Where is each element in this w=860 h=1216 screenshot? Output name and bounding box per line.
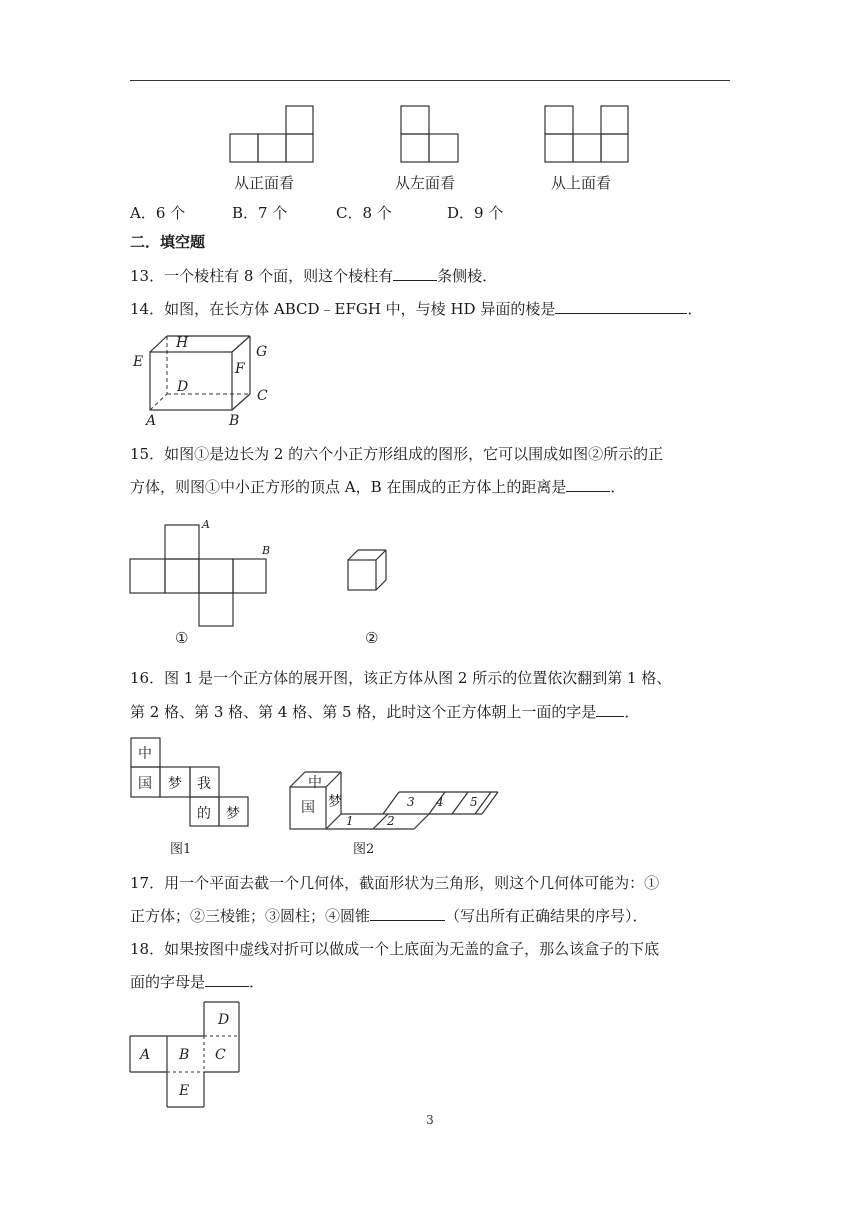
option-a: A．6 个 — [130, 204, 186, 222]
label-g: G — [256, 344, 268, 360]
fig1-caption: ① — [175, 629, 189, 647]
face-d: D — [218, 1012, 230, 1028]
q15-text: 方体，则图①中小正方形的顶点 A，B 在围成的正方体上的距离是 — [130, 478, 567, 496]
cell-2: 2 — [387, 814, 395, 828]
box-net-figure — [125, 997, 255, 1112]
option-d: D．9 个 — [447, 204, 504, 222]
question-14 — [130, 299, 702, 319]
q16-blank — [596, 702, 624, 717]
net-and-cube-figure — [125, 515, 425, 655]
section-title: 二．填空题 — [130, 233, 206, 251]
cube-side-face: 梦 — [328, 794, 342, 810]
net-cell-zhong: 中 — [138, 746, 152, 762]
q13-text: 13．一个棱柱有 8 个面，则这个棱柱有 — [130, 267, 394, 285]
label-d: D — [177, 379, 189, 395]
fig2-caption: ② — [365, 629, 379, 647]
vertex-a-label: A — [202, 518, 210, 531]
question-13 — [130, 266, 497, 286]
label-e: E — [133, 354, 144, 370]
fig1-label: 图1 — [170, 842, 192, 857]
question-18-line2 — [130, 972, 264, 992]
q17-blank — [370, 906, 445, 921]
net-cell-de: 的 — [197, 806, 211, 822]
net-cell-guo: 国 — [138, 776, 152, 792]
q13-blank — [393, 266, 437, 281]
page-number: 3 — [426, 1113, 434, 1127]
label-a: A — [146, 413, 157, 429]
question-16-line2 — [130, 702, 639, 722]
q18-blank — [205, 972, 249, 987]
top-view-caption: 从上面看 — [551, 174, 612, 192]
q17-text: 正方体；②三棱锥；③圆柱；④圆锥 — [130, 907, 371, 925]
rolling-cube-figure — [125, 732, 525, 860]
cell-4: 4 — [436, 795, 444, 809]
option-b: B．7 个 — [232, 204, 288, 222]
question-17-line2 — [130, 906, 648, 926]
q14-tail: ． — [687, 300, 703, 318]
q17-tail: （写出所有正确结果的序号）． — [445, 907, 648, 925]
vertex-b-label: B — [262, 544, 271, 557]
three-views-figure — [0, 0, 860, 200]
face-e: E — [179, 1083, 190, 1099]
q13-tail: 条侧棱． — [437, 267, 498, 285]
q14-blank — [555, 299, 687, 314]
cube-top-face: 中 — [308, 775, 322, 791]
cell-3: 3 — [407, 795, 415, 809]
question-18-line1: 18．如果按图中虚线对折可以做成一个上底面为无盖的盒子，那么该盒子的下底 — [130, 940, 660, 958]
front-view-caption: 从正面看 — [234, 174, 295, 192]
face-c: C — [215, 1047, 226, 1063]
label-b: B — [229, 413, 240, 429]
q15-tail: ． — [610, 478, 626, 496]
q16-tail: ． — [624, 703, 640, 721]
left-view — [401, 106, 458, 162]
q16-text: 第 2 格、第 3 格、第 4 格、第 5 格，此时这个正方体朝上一面的字是 — [130, 703, 597, 721]
cuboid-figure — [130, 332, 280, 430]
cube-front-face: 国 — [301, 800, 315, 816]
face-a: A — [140, 1047, 151, 1063]
question-15-line1: 15．如图①是边长为 2 的六个小正方形组成的图形，它可以围成如图②所示的正 — [130, 445, 664, 463]
net-cell-meng2: 梦 — [226, 806, 240, 822]
option-c: C．8 个 — [336, 204, 392, 222]
left-view-caption: 从左面看 — [395, 174, 456, 192]
q18-text: 面的字母是 — [130, 973, 206, 991]
face-b: B — [179, 1047, 190, 1063]
question-17-line1: 17．用一个平面去截一个几何体，截面形状为三角形，则这个几何体可能为：① — [130, 874, 660, 892]
net-cell-wo: 我 — [197, 776, 211, 792]
question-16-line1: 16．图 1 是一个正方体的展开图，该正方体从图 2 所示的位置依次翻到第 1 格、 — [130, 669, 672, 687]
label-h: H — [176, 335, 189, 351]
label-f: F — [235, 361, 245, 377]
top-view — [545, 106, 628, 162]
front-view — [230, 106, 313, 162]
q15-blank — [566, 477, 610, 492]
q14-text: 14．如图，在长方体 ABCD﹣EFGH 中，与棱 HD 异面的棱是 — [130, 300, 556, 318]
fig2-label: 图2 — [353, 842, 375, 857]
cell-1: 1 — [346, 814, 354, 828]
q18-tail: ． — [249, 973, 265, 991]
label-c: C — [257, 388, 268, 404]
question-15-line2 — [130, 477, 625, 497]
net-cell-meng1: 梦 — [168, 776, 182, 792]
cell-5: 5 — [470, 795, 478, 809]
